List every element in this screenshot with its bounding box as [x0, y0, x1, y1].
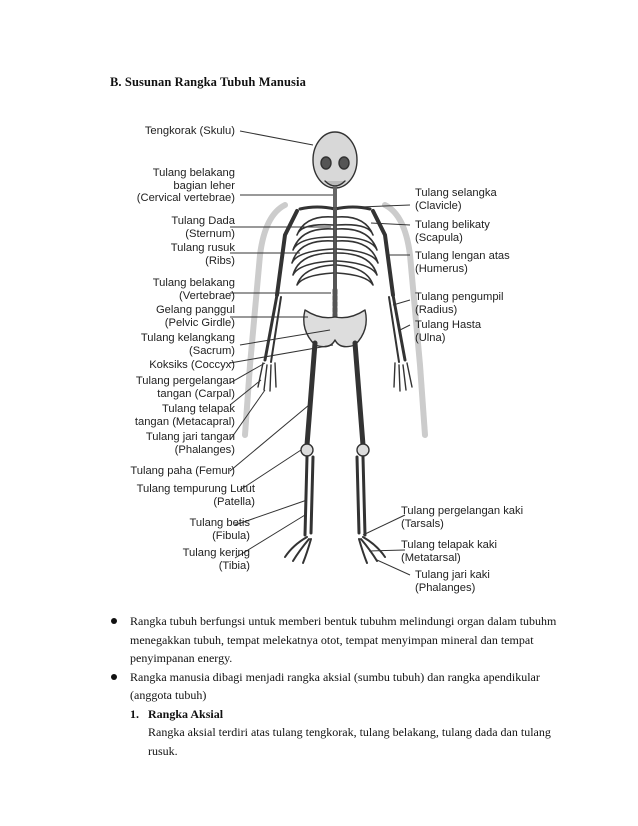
bullet-list: [108, 612, 578, 760]
bullet-text: Rangka tubuh berfungsi untuk memberi bentuk tubuhm melindungi organ dalam tubuhm menegakkan tubuh, tempat melekatnya otot, tempat menyimpan mineral dan tempat penyimpanan energy.: [130, 614, 557, 665]
section-heading: B. Susunan Rangka Tubuh Manusia: [110, 75, 306, 89]
label-fibula: Tulang betis (Fibula): [189, 517, 250, 542]
label-carpal: Tulang pergelangan tangan (Carpal): [135, 375, 235, 400]
label-sacrum: Tulang kelangkang (Sacrum): [140, 332, 235, 357]
label-ulna: Tulang Hasta (Ulna): [415, 319, 482, 344]
bullet-icon: [111, 674, 117, 680]
label-tarsals: Tulang pergelangan kaki (Tarsals): [401, 505, 524, 530]
label-metacarpal: Tulang telapak tangan (Metacapral): [134, 403, 235, 428]
label-tibia: Tulang kering (Tibia): [182, 547, 250, 572]
label-radius: Tulang pengumpil (Radius): [415, 291, 504, 316]
label-pelvic-girdle: Gelang panggul (Pelvic Girdle): [155, 304, 235, 329]
label-scapula: Tulang belikaty (Scapula): [415, 219, 490, 244]
label-vertebrae: Tulang belakang (Vertebrae): [152, 277, 235, 302]
label-foot-phalanges: Tulang jari kaki (Phalanges): [415, 569, 490, 594]
subsection: [108, 705, 578, 761]
subsection-title: [130, 705, 578, 724]
subsection-heading: Rangka Aksial: [148, 706, 224, 721]
label-clavicle: Tulang selangka (Clavicle): [415, 187, 497, 212]
bullet-icon: [111, 618, 117, 624]
label-coccyx: Koksiks (Coccyx): [149, 359, 235, 371]
label-patella: Tulang tempurung Lutut (Patella): [136, 483, 255, 508]
bullet-item: [108, 668, 578, 705]
label-sternum: Tulang Dada (Sternum): [171, 215, 235, 240]
bullet-text: Rangka manusia dibagi menjadi rangka aksial (sumbu tubuh) dan rangka apendikular (anggota tubuh): [130, 669, 540, 702]
subsection-number: 1.: [130, 706, 139, 721]
label-humerus: Tulang lengan atas (Humerus): [415, 250, 510, 275]
label-femur: Tulang paha (Femur): [130, 465, 235, 477]
label-cervical-vertebrae: Tulang belakang bagian leher (Cervical vertebrae): [136, 167, 235, 204]
label-skull: Tengkorak (Skulu): [144, 125, 235, 137]
label-metatarsal: Tulang telapak kaki (Metatarsal): [401, 539, 497, 564]
subsection-body: Rangka aksial terdiri atas tulang tengkorak, tulang belakang, tulang dada dan tulang rusuk.: [148, 725, 551, 758]
label-hand-phalanges: Tulang jari tangan (Phalanges): [145, 431, 235, 456]
bullet-item: [108, 612, 578, 668]
label-ribs: Tulang rusuk (Ribs): [170, 242, 235, 267]
skeleton-figure: [125, 105, 545, 600]
